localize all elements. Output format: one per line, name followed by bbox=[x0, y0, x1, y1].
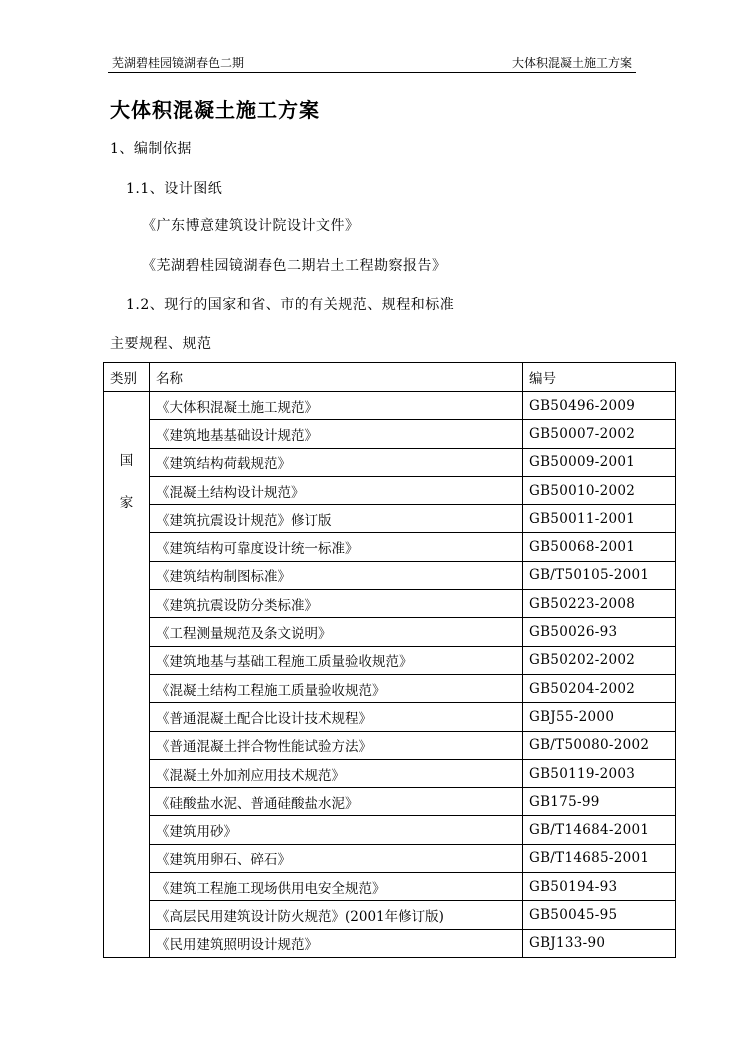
table-row bbox=[104, 731, 676, 759]
standard-name: 《建筑用卵石、碎石》 bbox=[150, 844, 523, 872]
section-heading-1-1: 1.1、设计图纸 bbox=[126, 181, 223, 197]
standard-code: GB/T14684-2001 bbox=[523, 816, 676, 844]
table-row bbox=[104, 759, 676, 787]
header-divider bbox=[108, 72, 636, 73]
table-caption: 主要规程、规范 bbox=[110, 336, 212, 352]
standard-name: 《建筑抗震设计规范》修订版 bbox=[150, 505, 523, 533]
standard-code: GB50194-93 bbox=[523, 873, 676, 901]
table-row bbox=[104, 392, 676, 420]
standard-code: GB/T50080-2002 bbox=[523, 731, 676, 759]
standard-name: 《高层民用建筑设计防火规范》(2001年修订版) bbox=[150, 901, 523, 929]
category-cell bbox=[104, 392, 150, 958]
standard-name: 《混凝土外加剂应用技术规范》 bbox=[150, 759, 523, 787]
page-title: 大体积混凝土施工方案 bbox=[110, 98, 320, 122]
table-row bbox=[104, 816, 676, 844]
table-row bbox=[104, 618, 676, 646]
table-body bbox=[104, 392, 676, 958]
standard-code: GB50202-2002 bbox=[523, 646, 676, 674]
section-heading-1-2: 1.2、现行的国家和省、市的有关规范、规程和标准 bbox=[126, 297, 455, 313]
table-header-row bbox=[104, 363, 676, 392]
standard-code: GBJ133-90 bbox=[523, 929, 676, 957]
section-heading-1: 1、编制依据 bbox=[110, 141, 192, 157]
design-doc-1: 《广东博意建筑设计院设计文件》 bbox=[142, 218, 360, 234]
standard-code: GB50009-2001 bbox=[523, 448, 676, 476]
standard-name: 《建筑抗震设防分类标准》 bbox=[150, 590, 523, 618]
standard-name: 《建筑结构制图标准》 bbox=[150, 561, 523, 589]
header-category: 类别 bbox=[104, 363, 150, 392]
standard-code: GB/T14685-2001 bbox=[523, 844, 676, 872]
standard-code: GB50496-2009 bbox=[523, 392, 676, 420]
standard-name: 《建筑地基与基础工程施工质量验收规范》 bbox=[150, 646, 523, 674]
standard-name: 《普通混凝土配合比设计技术规程》 bbox=[150, 703, 523, 731]
standard-code: GB50223-2008 bbox=[523, 590, 676, 618]
table-row bbox=[104, 873, 676, 901]
standard-code: GBJ55-2000 bbox=[523, 703, 676, 731]
standard-code: GB50045-95 bbox=[523, 901, 676, 929]
standard-name: 《硅酸盐水泥、普通硅酸盐水泥》 bbox=[150, 788, 523, 816]
standard-code: GB50007-2002 bbox=[523, 420, 676, 448]
standard-code: GB50204-2002 bbox=[523, 674, 676, 702]
table-row bbox=[104, 505, 676, 533]
standard-name: 《建筑用砂》 bbox=[150, 816, 523, 844]
table-row bbox=[104, 590, 676, 618]
table-row bbox=[104, 646, 676, 674]
standard-code: GB50011-2001 bbox=[523, 505, 676, 533]
table-row bbox=[104, 533, 676, 561]
header-document-name: 大体积混凝土施工方案 bbox=[511, 56, 632, 70]
header-name: 名称 bbox=[150, 363, 523, 392]
standard-code: GB50068-2001 bbox=[523, 533, 676, 561]
standard-code: GB175-99 bbox=[523, 788, 676, 816]
table-row bbox=[104, 788, 676, 816]
standard-code: GB50010-2002 bbox=[523, 476, 676, 504]
standard-name: 《建筑工程施工现场供用电安全规范》 bbox=[150, 873, 523, 901]
design-doc-2: 《芜湖碧桂园镜湖春色二期岩土工程勘察报告》 bbox=[142, 258, 447, 274]
table-row bbox=[104, 844, 676, 872]
header-project-name: 芜湖碧桂园镜湖春色二期 bbox=[112, 56, 245, 70]
standard-name: 《建筑地基基础设计规范》 bbox=[150, 420, 523, 448]
standard-code: GB50119-2003 bbox=[523, 759, 676, 787]
category-char: 家 bbox=[119, 495, 134, 511]
header-code: 编号 bbox=[523, 363, 676, 392]
standard-name: 《普通混凝土拌合物性能试验方法》 bbox=[150, 731, 523, 759]
standard-name: 《民用建筑照明设计规范》 bbox=[150, 929, 523, 957]
table-row bbox=[104, 561, 676, 589]
standard-name: 《建筑结构荷载规范》 bbox=[150, 448, 523, 476]
standards-table bbox=[103, 362, 676, 958]
table-row bbox=[104, 448, 676, 476]
standard-name: 《混凝土结构工程施工质量验收规范》 bbox=[150, 674, 523, 702]
standard-code: GB50026-93 bbox=[523, 618, 676, 646]
table-row bbox=[104, 420, 676, 448]
table-row bbox=[104, 674, 676, 702]
standard-name: 《建筑结构可靠度设计统一标准》 bbox=[150, 533, 523, 561]
table-row bbox=[104, 476, 676, 504]
table-row bbox=[104, 929, 676, 957]
table-row bbox=[104, 703, 676, 731]
category-char: 国 bbox=[119, 453, 134, 469]
standard-code: GB/T50105-2001 bbox=[523, 561, 676, 589]
standard-name: 《混凝土结构设计规范》 bbox=[150, 476, 523, 504]
standard-name: 《工程测量规范及条文说明》 bbox=[150, 618, 523, 646]
standard-name: 《大体积混凝土施工规范》 bbox=[150, 392, 523, 420]
table-row bbox=[104, 901, 676, 929]
